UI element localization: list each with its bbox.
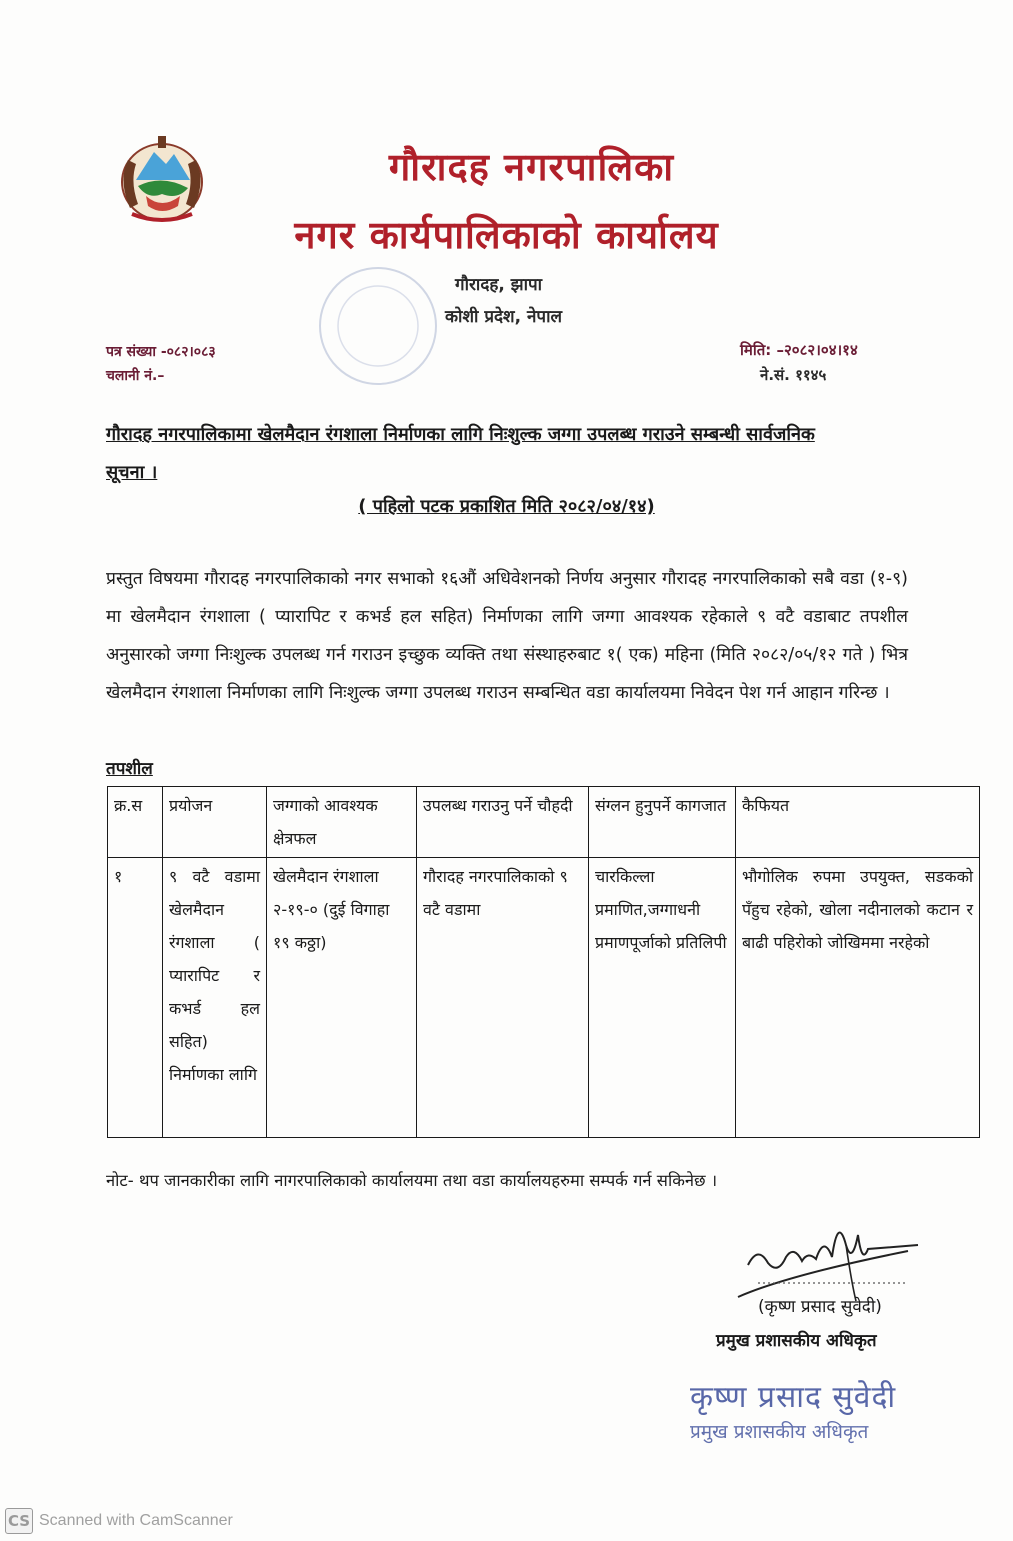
seal-name: कृष्ण प्रसाद सुवेदी <box>690 1380 897 1415</box>
table-row <box>108 858 980 1138</box>
signatory-name: (कृष्ण प्रसाद सुवेदी) <box>758 1297 882 1317</box>
camscanner-logo-icon: CS <box>5 1508 33 1534</box>
header-area: जग्गाको आवश्यक क्षेत्रफल <box>267 787 417 858</box>
schedule-table <box>107 786 980 1138</box>
reference-left <box>106 340 216 388</box>
subject-line-2: सूचना । <box>106 462 158 483</box>
table-header-row <box>108 787 980 858</box>
dispatch-number: चलानी नं.– <box>106 368 165 384</box>
camscanner-text: Scanned with CamScanner <box>39 1512 233 1529</box>
cell-purpose: ९ वटै वडामा खेलमैदान रंगशाला ( प्यारापिट र कभर्ड हल सहित) निर्माणका लागि <box>163 858 267 1138</box>
subject-line-1: गौरादह नगरपालिकामा खेलमैदान रंगशाला निर्माणका लागि निःशुल्क जग्गा उपलब्ध गराउने सम्बन्धी सार्वजनिक <box>106 424 815 445</box>
reference-right <box>740 338 858 388</box>
schedule-label: तपशील <box>106 759 153 779</box>
header-purpose: प्रयोजन <box>163 787 267 858</box>
camscanner-watermark <box>5 1508 233 1534</box>
published-date: ( पहिलो पटक प्रकाशित मिति २०८२/०४/१४) <box>358 496 655 517</box>
cell-area: खेलमैदान रंगशाला २-१९-० (दुई विगाहा १९ कठ्ठा) <box>267 858 417 1138</box>
municipality-name: गौरादह नगरपालिका <box>388 145 675 189</box>
signatory-title: प्रमुख प्रशासकीय अधिकृत <box>716 1331 877 1351</box>
header-serial: क्र.स <box>108 787 163 858</box>
cell-documents: चारकिल्ला प्रमाणित,जग्गाधनी प्रमाणपूर्जाको प्रतिलिपी <box>589 858 736 1138</box>
letter-date: मिति: –२०८२।०४।१४ <box>740 341 858 359</box>
contact-note: नोट- थप जानकारीका लागि नागरपालिकाको कार्यालयमा तथा वडा कार्यालयहरुमा सम्पर्क गर्न सकिनेछ । <box>106 1171 718 1190</box>
letter-number: पत्र संख्या -०८२।०८३ <box>106 344 216 360</box>
office-stamp-icon <box>300 262 460 392</box>
seal-title: प्रमुख प्रशासकीय अधिकृत <box>690 1421 869 1443</box>
address-line-1: गौरादह, झापा <box>455 275 543 295</box>
nepal-sambat: ने.सं. ११४५ <box>760 366 827 384</box>
cell-serial: १ <box>108 858 163 1138</box>
office-name: नगर कार्यपालिकाको कार्यालय <box>294 213 719 257</box>
notice-body: प्रस्तुत विषयमा गौरादह नगरपालिकाको नगर सभाको १६औं अधिवेशनको निर्णय अनुसार गौरादह नगरपालिकाको सबै वडा (१-९) मा खेलमैदान रंगशाला ( प्यारापिट र कभर्ड हल सहित) निर्माणका लागि जग्गा आवश्यक रहेकाले ९ वटै वडाबाट तपशील अनुसारको जग्गा निःशुल्क उपलब्ध गर्न गराउन इच्छुक व्यक्ति तथा संस्थाहरुबाट १( एक) महिना (मिति २०८२/०५/१२ गते ) भित्र खेलमैदान रंगशाला निर्माणका लागि निःशुल्क जग्गा उपलब्ध गराउन सम्बन्धित वडा कार्यालयमा निवेदन पेश गर्न आहान गरिन्छ । <box>106 569 908 703</box>
header-documents: संग्लन हुनुपर्ने कागजात <box>589 787 736 858</box>
cell-remarks: भौगोलिक रुपमा उपयुक्त, सडकको पँहुच रहेको, खोला नदीनालको कटान र बाढी पहिरोको जोखिममा नरहेको <box>736 858 980 1138</box>
header-remarks: कैफियत <box>736 787 980 858</box>
address-line-2: कोशी प्रदेश, नेपाल <box>445 307 562 327</box>
notice-subject <box>106 416 911 492</box>
signature-icon <box>728 1205 928 1305</box>
header-boundary: उपलब्ध गराउनु पर्ने चौहदी <box>417 787 589 858</box>
cell-boundary: गौरादह नगरपालिकाको ९ वटै वडामा <box>417 858 589 1138</box>
